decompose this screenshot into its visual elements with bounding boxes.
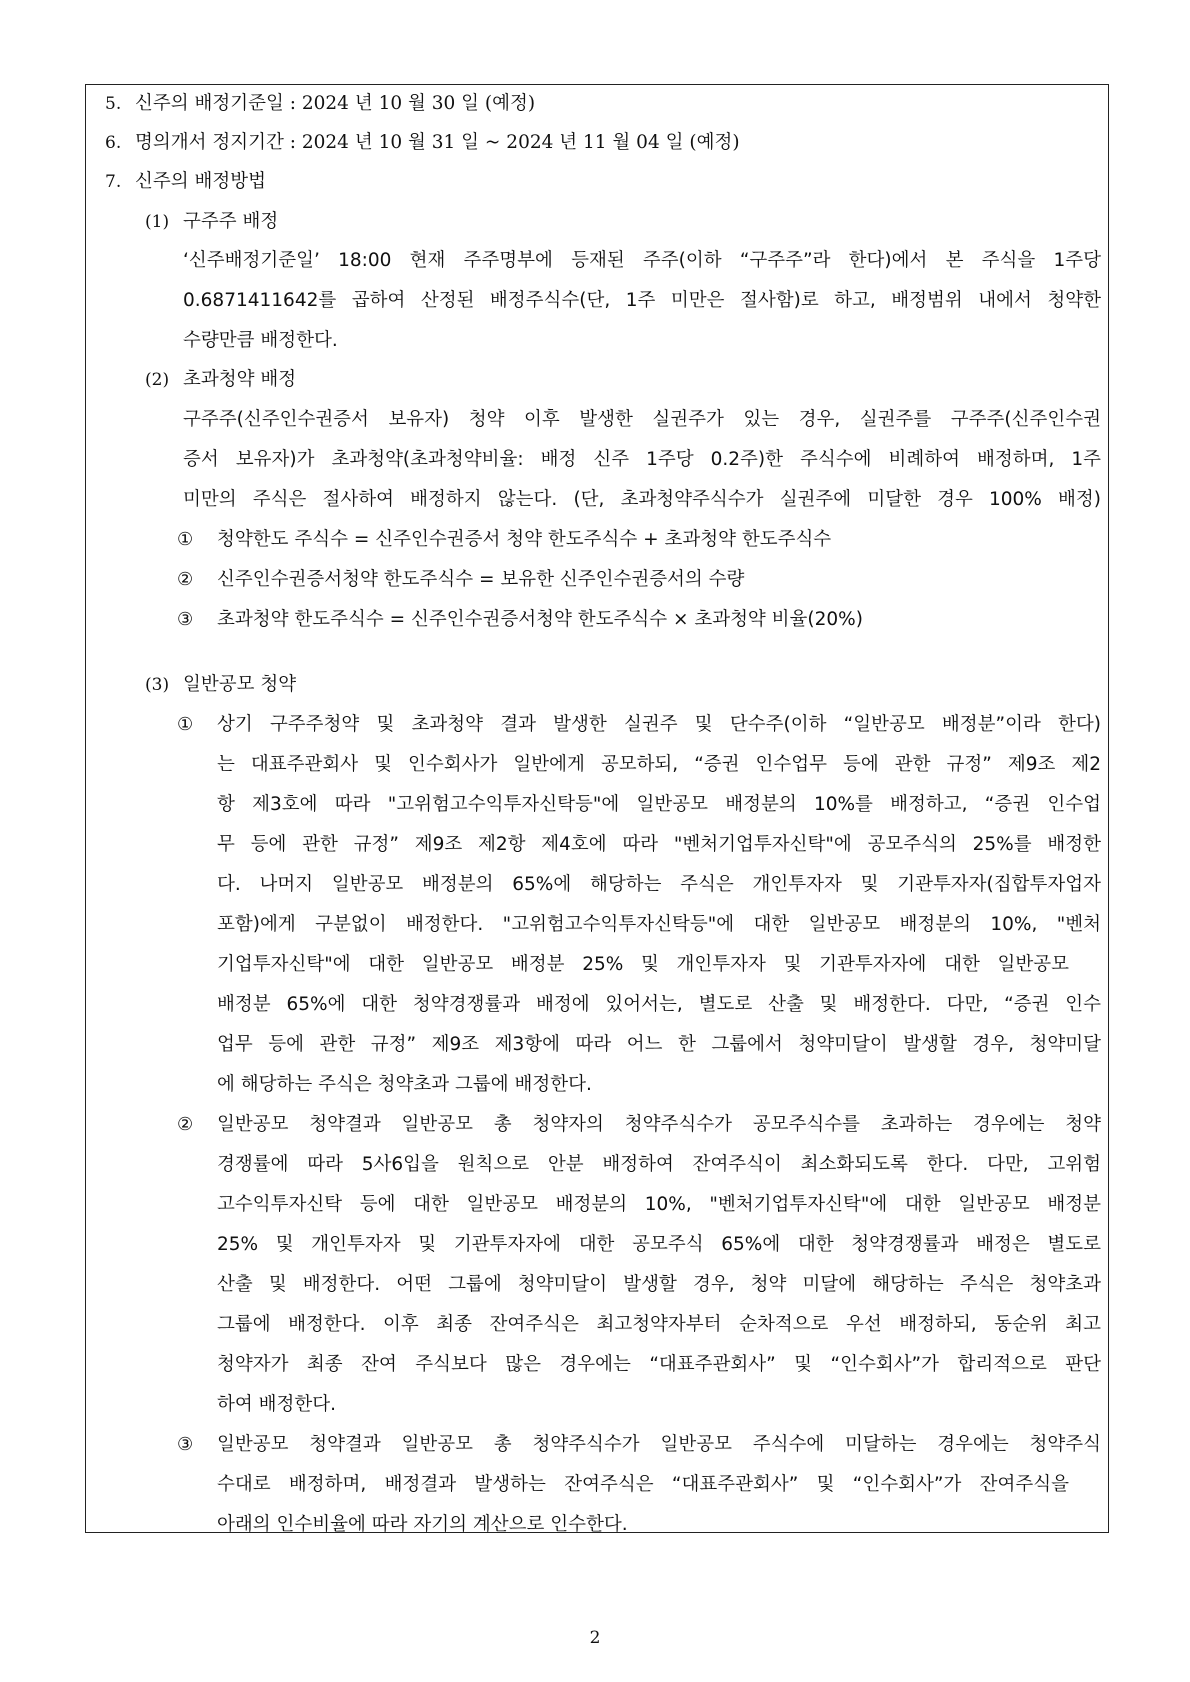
section-title: 구주주 배정 bbox=[183, 211, 279, 232]
circled-number: ① bbox=[177, 714, 194, 735]
item-number: 5. bbox=[105, 94, 122, 114]
formula-line: 초과청약 한도주식수 = 신주인수권증서청약 한도주식수 × 초과청약 비율(20%) bbox=[217, 609, 863, 630]
paragraph-line: 배정분 65%에 대한 청약경쟁률과 배정에 있어서는, 별도로 산출 및 배정한다. 다만, “증권 인수 bbox=[217, 994, 1101, 1015]
formula-line: 청약한도 주식수 = 신주인수권증서 청약 한도주식수 + 초과청약 한도주식수 bbox=[217, 529, 832, 550]
paragraph-line: 고수익투자신탁 등에 대한 일반공모 배정분의 10%, "벤처기업투자신탁"에 대한 일반공모 배정분 bbox=[217, 1194, 1101, 1215]
paragraph-line: 25% 및 개인투자자 및 기관투자자에 대한 공모주식 65%에 대한 청약경쟁률과 배정은 별도로 bbox=[217, 1234, 1101, 1255]
circled-number: ③ bbox=[177, 1434, 194, 1455]
paragraph-line: 무 등에 관한 규정” 제9조 제2항 제4호에 따라 "벤처기업투자신탁"에 공모주식의 25%를 배정한 bbox=[217, 834, 1101, 855]
circled-number: ② bbox=[177, 569, 194, 590]
paragraph-line: 하여 배정한다. bbox=[217, 1394, 336, 1415]
page-number: 2 bbox=[589, 1628, 601, 1648]
paragraph-line: 는 대표주관회사 및 인수회사가 일반에게 공모하되, “증권 인수업무 등에 관한 규정” 제9조 제2 bbox=[217, 754, 1101, 775]
paragraph-line: 증서 보유자)가 초과청약(초과청약비율: 배정 신주 1주당 0.2주)한 주식수에 비례하여 배정하며, 1주 bbox=[183, 449, 1101, 470]
item-5-row bbox=[135, 92, 535, 116]
circled-number: ② bbox=[177, 1114, 194, 1135]
section-number: (3) bbox=[145, 675, 170, 695]
item-value: : 2024 년 10 월 30 일 (예정) bbox=[283, 93, 536, 114]
paragraph-line: 수량만큼 배정한다. bbox=[183, 330, 338, 351]
item-number: 7. bbox=[105, 172, 122, 192]
paragraph-line: ‘신주배정기준일’ 18:00 현재 주주명부에 등재된 주주(이하 “구주주”라 한다)에서 본 주식을 1주당 bbox=[183, 250, 1101, 271]
paragraph-line: 다. 나머지 일반공모 배정분의 65%에 해당하는 주식은 개인투자자 및 기관투자자(집합투자업자 bbox=[217, 874, 1101, 895]
paragraph-line: 상기 구주주청약 및 초과청약 결과 발생한 실권주 및 단수주(이하 “일반공모 배정분”이라 한다) bbox=[217, 714, 1101, 735]
paragraph-line: 아래의 인수비율에 따라 자기의 계산으로 인수한다. bbox=[217, 1514, 628, 1535]
paragraph-line: 포함)에게 구분없이 배정한다. "고위험고수익투자신탁등"에 대한 일반공모 배정분의 10%, "벤처 bbox=[217, 914, 1101, 935]
paragraph-line: 업무 등에 관한 규정” 제9조 제3항에 따라 어느 한 그룹에서 청약미달이 발생할 경우, 청약미달 bbox=[217, 1034, 1101, 1055]
item-value: : 2024 년 10 월 31 일 ~ 2024 년 11 월 04 일 (예정) bbox=[283, 132, 740, 153]
paragraph-line: 경쟁률에 따라 5사6입을 원칙으로 안분 배정하여 잔여주식이 최소화되도록 한다. 다만, 고위험 bbox=[217, 1154, 1101, 1175]
item-number: 6. bbox=[105, 133, 122, 153]
item-6-row bbox=[135, 131, 740, 155]
paragraph-line: 에 해당하는 주식은 청약초과 그룹에 배정한다. bbox=[217, 1074, 592, 1095]
paragraph-line: 그룹에 배정한다. 이후 최종 잔여주식은 최고청약자부터 순차적으로 우선 배정하되, 동순위 최고 bbox=[217, 1314, 1101, 1335]
paragraph-line: 수대로 배정하며, 배정결과 발생하는 잔여주식은 “대표주관회사” 및 “인수회사”가 잔여주식을 bbox=[217, 1474, 1069, 1495]
paragraph-line: 청약자가 최종 잔여 주식보다 많은 경우에는 “대표주관회사” 및 “인수회사”가 합리적으로 판단 bbox=[217, 1354, 1101, 1375]
item-label: 신주의 배정기준일 bbox=[135, 93, 284, 114]
section-title: 일반공모 청약 bbox=[183, 674, 297, 695]
paragraph-line: 구주주(신주인수권증서 보유자) 청약 이후 발생한 실권주가 있는 경우, 실권주를 구주주(신주인수권 bbox=[183, 409, 1101, 430]
section-title: 초과청약 배정 bbox=[183, 369, 297, 390]
circled-number: ③ bbox=[177, 609, 194, 630]
paragraph-line: 0.6871411642를 곱하여 산정된 배정주식수(단, 1주 미만은 절사함)로 하고, 배정범위 내에서 청약한 bbox=[183, 290, 1101, 311]
paragraph-line: 일반공모 청약결과 일반공모 총 청약주식수가 일반공모 주식수에 미달하는 경우에는 청약주식 bbox=[217, 1434, 1101, 1455]
circled-number: ① bbox=[177, 529, 194, 550]
paragraph-line: 기업투자신탁"에 대한 일반공모 배정분 25% 및 개인투자자 및 기관투자자에 대한 일반공모 bbox=[217, 954, 1069, 975]
item-label: 신주의 배정방법 bbox=[135, 171, 266, 192]
formula-line: 신주인수권증서청약 한도주식수 = 보유한 신주인수권증서의 수량 bbox=[217, 569, 745, 590]
paragraph-line: 산출 및 배정한다. 어떤 그룹에 청약미달이 발생할 경우, 청약 미달에 해당하는 주식은 청약초과 bbox=[217, 1274, 1101, 1295]
section-number: (1) bbox=[145, 212, 170, 232]
paragraph-line: 일반공모 청약결과 일반공모 총 청약자의 청약주식수가 공모주식수를 초과하는 경우에는 청약 bbox=[217, 1114, 1101, 1135]
paragraph-line: 항 제3호에 따라 "고위험고수익투자신탁등"에 일반공모 배정분의 10%를 배정하고, “증권 인수업 bbox=[217, 794, 1101, 815]
section-number: (2) bbox=[145, 370, 170, 390]
item-label: 명의개서 정지기간 bbox=[135, 132, 284, 153]
paragraph-line: 미만의 주식은 절사하여 배정하지 않는다. (단, 초과청약주식수가 실권주에 미달한 경우 100% 배정) bbox=[183, 489, 1101, 510]
